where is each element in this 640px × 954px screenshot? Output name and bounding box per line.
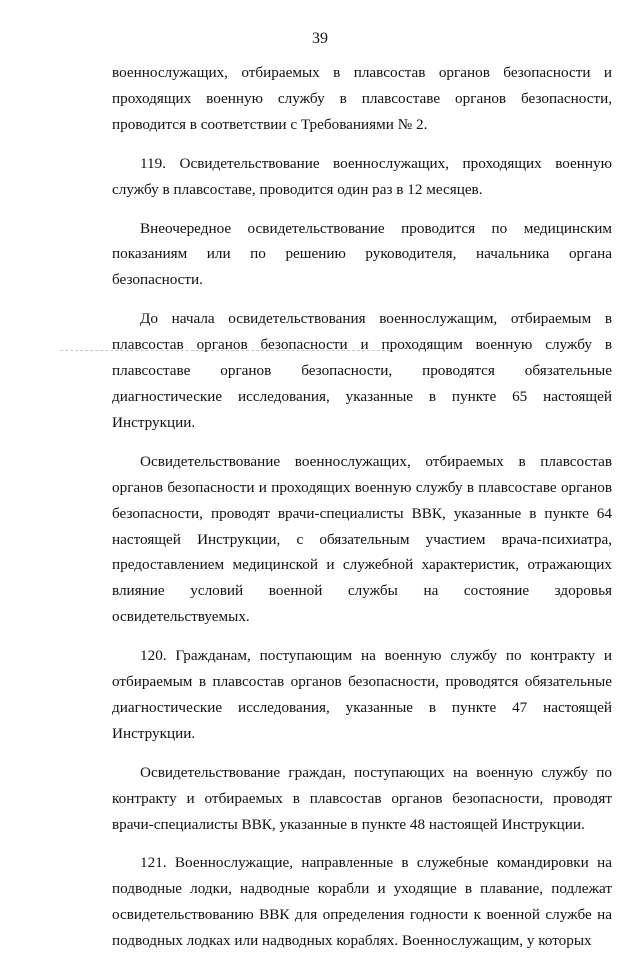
paragraph: До начала освидетельствования военнослужащим, отбираемым в плавсостав органов безопасности и проходящим военную службу в плавсоставе органов безопасности, проводятся обязательные диагностические исследования, указанные в пункте 65 настоящей Инструкции. (112, 310, 612, 431)
paragraph: Освидетельствование граждан, поступающих на военную службу по контракту и отбираемых в плавсостав органов безопасности, проводят врачи-специалисты ВВК, указанные в пункте 48 настоящей Инструкции. (112, 763, 612, 833)
paragraph-item-120: 120. Гражданам, поступающим на военную службу по контракту и отбираемым в плавсостав органов безопасности, проводятся обязательные диагностические исследования, указанные в пункте 47 настоящей Инструкции. (112, 647, 612, 742)
paragraph-item-119: 119. Освидетельствование военнослужащих, проходящих военную службу в плавсоставе, проводится один раз в 12 месяцев. (112, 154, 612, 198)
paragraph: Освидетельствование военнослужащих, отбираемых в плавсостав органов безопасности и проходящих военную службу в плавсоставе органов безопасности, проводят врачи-специалисты ВВК, указанные в пункте 64 настоящей Инструкции, с обязательным участием врача-психиатра, предоставлением медицинской и служебной характеристик, отражающих влияние условий военной службы на состояние здоровья освидетельствуемых. (112, 452, 612, 626)
paragraph: Внеочередное освидетельствование проводится по медицинским показаниям или по решению руководителя, начальника органа безопасности. (112, 219, 612, 289)
page-number: 39 (312, 30, 328, 47)
document-body (112, 60, 612, 954)
paragraph-continuation: военнослужащих, отбираемых в плавсостав органов безопасности и проходящих военную службу в плавсоставе органов безопасности, проводится в соответствии с Требованиями № 2. (112, 64, 612, 133)
paragraph-item-121: 121. Военнослужащие, направленные в служебные командировки на подводные лодки, надводные корабли и уходящие в плавание, подлежат освидетельствованию ВВК для определения годности к военной службе на подводных лодках или надводных кораблях. Военнослужащим, у которых (112, 854, 612, 950)
